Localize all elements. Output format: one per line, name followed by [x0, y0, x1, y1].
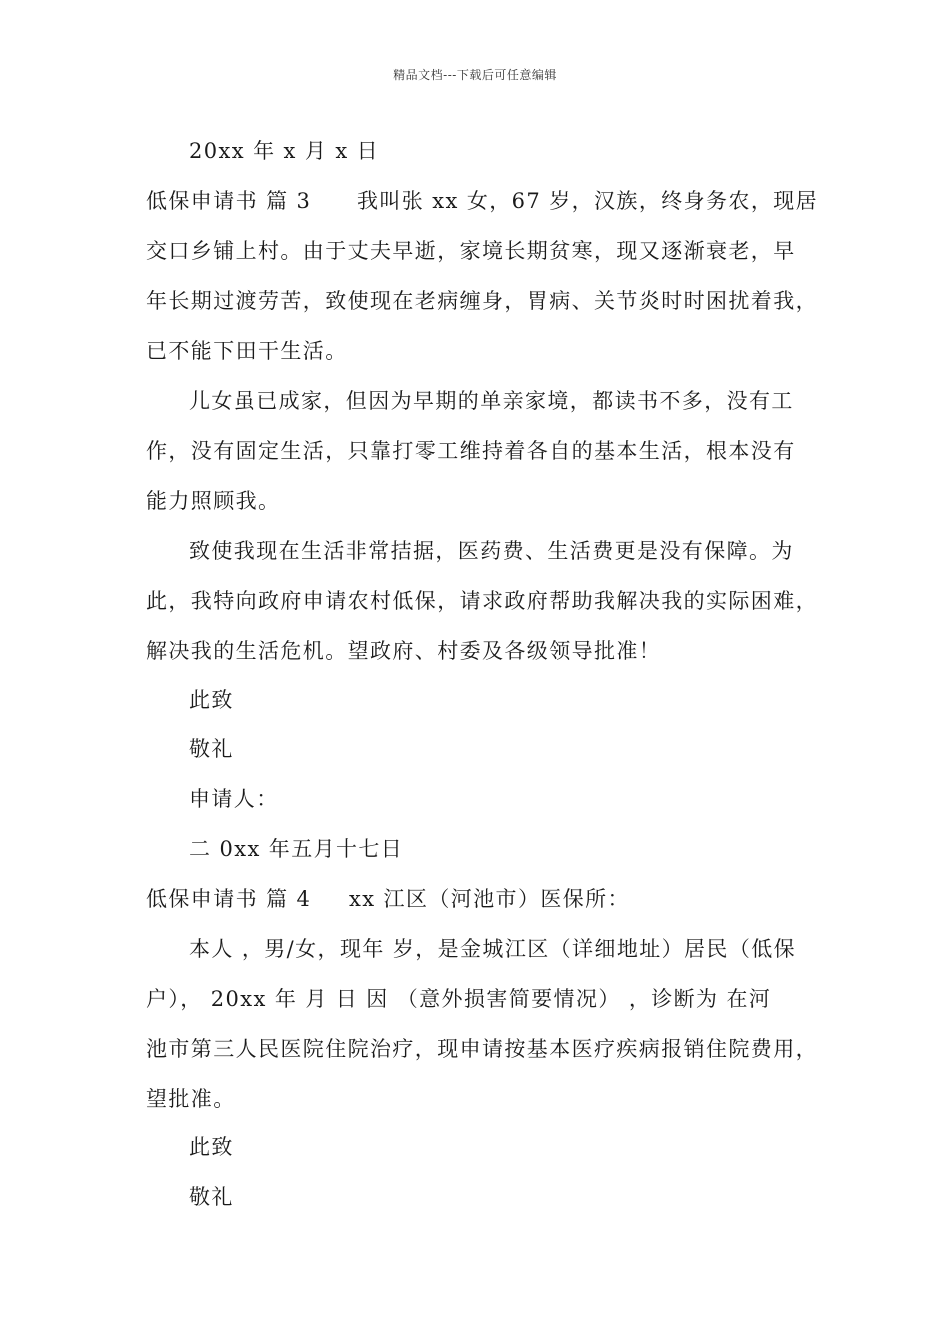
paragraph-line: 池市第三人民医院住院治疗，现申请按基本医疗疾病报销住院费用， — [146, 1037, 818, 1061]
paragraph-line: 致使我现在生活非常拮据，医药费、生活费更是没有保障。为 — [189, 539, 794, 563]
paragraph-line: 年长期过渡劳苦，致使现在老病缠身，胃病、关节炎时时困扰着我， — [146, 289, 818, 313]
closing-line: 敬礼 — [189, 1185, 234, 1209]
section-title-3: 低保申请书 篇 3 — [146, 189, 312, 213]
paragraph-line: 望批准。 — [146, 1087, 236, 1111]
paragraph-line: 儿女虽已成家，但因为早期的单亲家境，都读书不多，没有工 — [189, 389, 794, 413]
paragraph-line: 交口乡铺上村。由于丈夫早逝，家境长期贫寒，现又逐渐衰老，早 — [146, 239, 796, 263]
closing-line: 此致 — [189, 688, 234, 712]
date-line: 二 0xx 年五月十七日 — [189, 837, 404, 861]
paragraph-line: 此，我特向政府申请农村低保，请求政府帮助我解决我的实际困难， — [146, 589, 818, 613]
paragraph-line: 户）， 20xx 年 月 日 因 （意外损害简要情况） ，诊断为 在河 — [146, 987, 772, 1011]
closing-line: 敬礼 — [189, 737, 234, 761]
paragraph-line: 解决我的生活危机。望政府、村委及各级领导批准！ — [146, 639, 662, 663]
date-line: 20xx 年 x 月 x 日 — [189, 139, 380, 163]
section-title-4: 低保申请书 篇 4 — [146, 887, 312, 911]
recipient-line: xx 江区（河池市）医保所： — [349, 887, 630, 911]
applicant-line: 申请人： — [189, 787, 279, 811]
closing-line: 此致 — [189, 1135, 234, 1159]
paragraph-line: 本人 ，男/女，现年 岁，是金城江区（详细地址）居民（低保 — [189, 937, 797, 961]
paragraph-line: 我叫张 xx 女，67 岁，汉族，终身务农，现居 — [357, 189, 819, 213]
paragraph-line: 能力照顾我。 — [146, 489, 281, 513]
paragraph-line: 已不能下田干生活。 — [146, 339, 348, 363]
page-header: 精品文档---下载后可任意编辑 — [393, 68, 557, 82]
paragraph-line: 作，没有固定生活，只靠打零工维持着各自的基本生活，根本没有 — [146, 439, 796, 463]
